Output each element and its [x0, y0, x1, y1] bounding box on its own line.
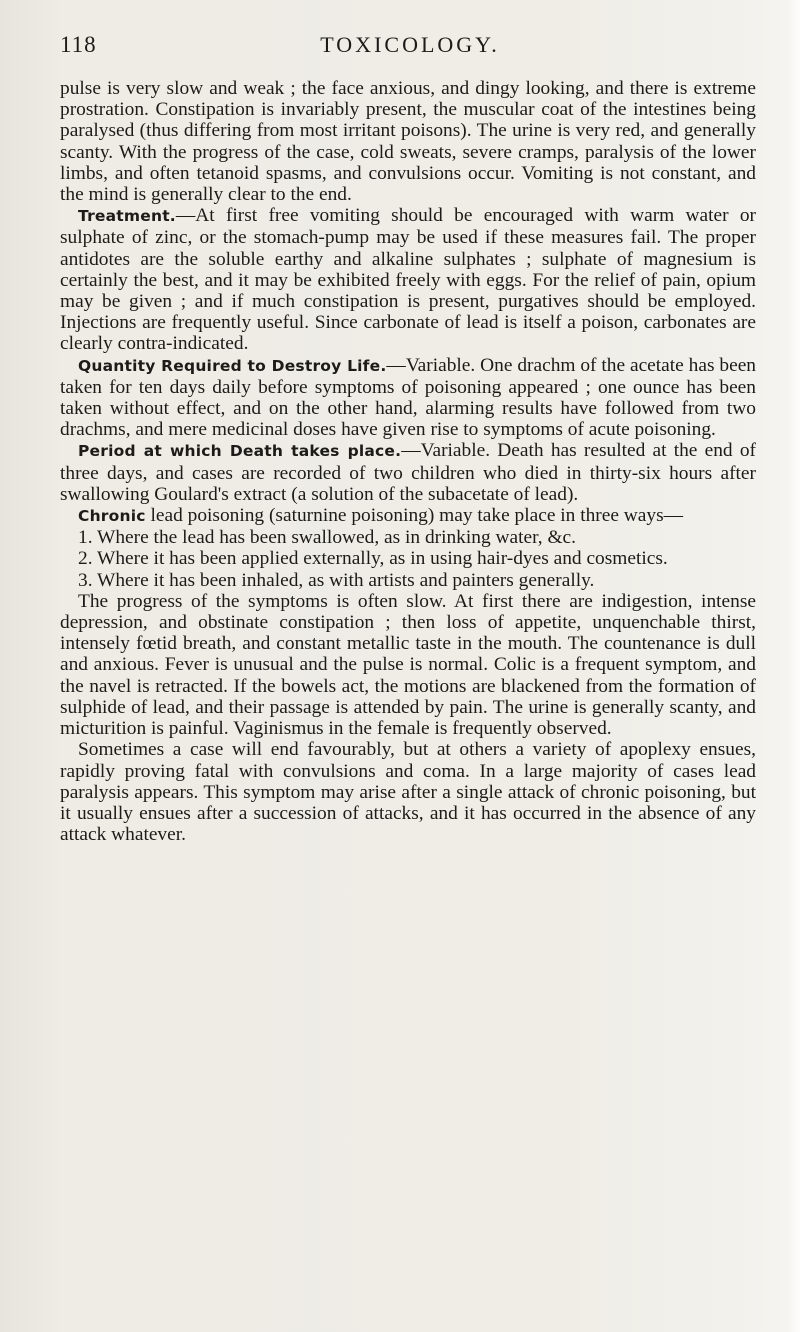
quantity-text: —Variable. One drachm of the acetate has been taken for ten days daily before symptoms of poisoning appeared ; one ounce has been taken without effect, and on the other hand, alarming results have followed from two drachms, and mere medicinal doses have given rise to symptoms of acute poisoning.	[60, 354, 756, 441]
list-item: 1. Where the lead has been swallowed, as in drinking water, &c.	[78, 527, 577, 549]
body-text	[60, 78, 756, 845]
list-item: 2. Where it has been applied externally, as in using hair-dyes and cosmetics.	[78, 548, 668, 570]
period-text: —Variable. Death has resulted at the end of three days, and cases are recorded of two children who died in thirty-six hours after swallowing Goulard's extract (a solution of the subacetate of lead).	[60, 440, 756, 505]
paragraph-outcome: Sometimes a case will end favourably, but at others a variety of apoplexy ensues, rapidly proving fatal with convulsions and coma. In a large majority of cases lead paralysis appears. This symptom may arise after a single attack of chronic poisoning, but it usually ensues after a succession of attacks, and it has occurred in the absence of any attack whatever.	[60, 739, 756, 846]
page-header	[60, 20, 750, 60]
chronic-heading: Chronic	[78, 507, 146, 526]
paragraph-treatment	[60, 205, 756, 354]
period-heading: Period at which Death takes place.	[78, 442, 402, 461]
treatment-heading: Treatment.	[78, 207, 176, 226]
page-number: 118	[60, 32, 97, 57]
paragraph-symptoms-continued: pulse is very slow and weak ; the face anxious, and dingy looking, and there is extreme prostration. Constipation is invariably present, the muscular coat of the intestines being paralysed (thus differing from most irritant poisons). The urine is very red, and generally scanty. With the progress of the case, cold sweats, severe cramps, paralysis of the lower limbs, and often tetanoid spasms, and convulsions occur. Vomiting is not constant, and the mind is generally clear to the end.	[60, 78, 756, 206]
treatment-text: —At first free vomiting should be encouraged with warm water or sulphate of zinc, or the stomach-pump may be used if these measures fail. The proper antidotes are the soluble earthy and alkaline sulphates ; sulphate of magnesium is certainly the best, and it may be exhibited freely with eggs. For the relief of pain, opium may be given ; and if much constipation is present, purgatives should be employed. Injections are frequently useful. Since carbonate of lead is itself a poison, carbonates are clearly contra-indicated.	[60, 205, 756, 355]
page-edge-highlight	[786, 0, 800, 1332]
chronic-text: lead poisoning (saturnine poisoning) may take place in three ways—	[145, 505, 684, 527]
paragraph-chronic	[60, 505, 756, 527]
paragraph-progress: The progress of the symptoms is often slow. At first there are indigestion, intense depression, and obstinate constipation ; then loss of appetite, unquenchable thirst, intensely fœtid breath, and constant metallic taste in the mouth. The countenance is dull and anxious. Fever is unusual and the pulse is normal. Colic is a frequent symptom, and the navel is retracted. If the bowels act, the motions are blackened from the formation of sulphide of lead, and their passage is attended by pain. The urine is generally scanty, and micturition is painful. Vaginismus in the female is frequently observed.	[60, 590, 756, 740]
list-item: 3. Where it has been inhaled, as with artists and painters generally.	[78, 569, 595, 591]
running-head: TOXICOLOGY.	[320, 32, 500, 57]
paragraph-quantity	[60, 355, 756, 441]
paragraph-period	[60, 440, 756, 505]
quantity-heading: Quantity Required to Destroy Life.	[78, 356, 387, 375]
